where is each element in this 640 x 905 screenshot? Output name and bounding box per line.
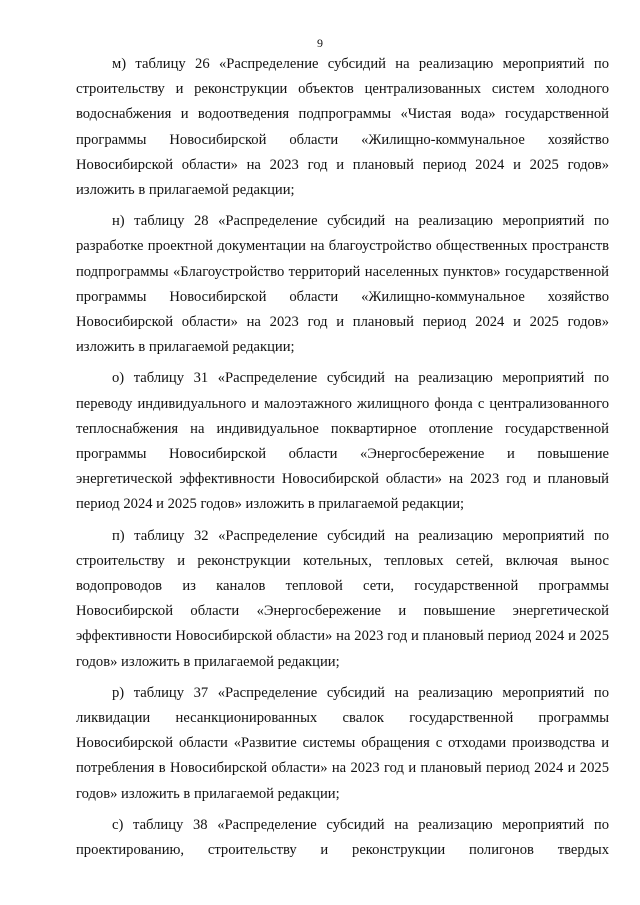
page-number: 9 [317, 36, 323, 50]
paragraph-r: р) таблицу 37 «Распределение субсидий на реализацию мероприятий по ликвидации несанкционированных свалок государственной программы Новосибирской области «Развитие системы обращения с отходами производства и потребления в Новосибирской области» на 2023 год и плановый период 2024 и 2025 годов» изложить в прилагаемой редакции; [76, 684, 609, 802]
paragraph-n: н) таблицу 28 «Распределение субсидий на реализацию мероприятий по разработке проектной документации на благоустройство общественных пространств подпрограммы «Благоустройство территорий населенных пунктов» государственной программы Новосибирской области «Жилищно-коммунальное хозяйство Новосибирской области» на 2023 год и плановый период 2024 и 2025 годов» изложить в прилагаемой редакции; [76, 213, 609, 356]
paragraph-m: м) таблицу 26 «Распределение субсидий на реализацию мероприятий по строительству и реконструкции объектов централизованных систем холодного водоснабжения и водоотведения подпрограммы «Чистая вода» государственной программы Новосибирской области «Жилищно-коммунальное хозяйство Новосибирской области» на 2023 год и плановый период 2024 и 2025 годов» изложить в прилагаемой редакции; [76, 56, 609, 199]
paragraph-p: п) таблицу 32 «Распределение субсидий на реализацию мероприятий по строительству и реконструкции котельных, тепловых сетей, включая вынос водопроводов из каналов тепловой сети, государственной программы Новосибирской области «Энергосбережение и повышение энергетической эффективности Новосибирской области» на 2023 год и плановый период 2024 и 2025 годов» изложить в прилагаемой редакции; [76, 527, 609, 670]
paragraph-s: с) таблицу 38 «Распределение субсидий на реализацию мероприятий по проектированию, строительству и реконструкции полигонов твердых [76, 816, 609, 859]
paragraph-o: о) таблицу 31 «Распределение субсидий на реализацию мероприятий по переводу индивидуального и малоэтажного жилищного фонда с централизованного теплоснабжения на индивидуальное поквартирное отопление государственной программы Новосибирской области «Энергосбережение и повышение энергетической эффективности Новосибирской области» на 2023 год и плановый период 2024 и 2025 годов» изложить в прилагаемой редакции; [76, 370, 609, 513]
document-body [76, 52, 609, 869]
